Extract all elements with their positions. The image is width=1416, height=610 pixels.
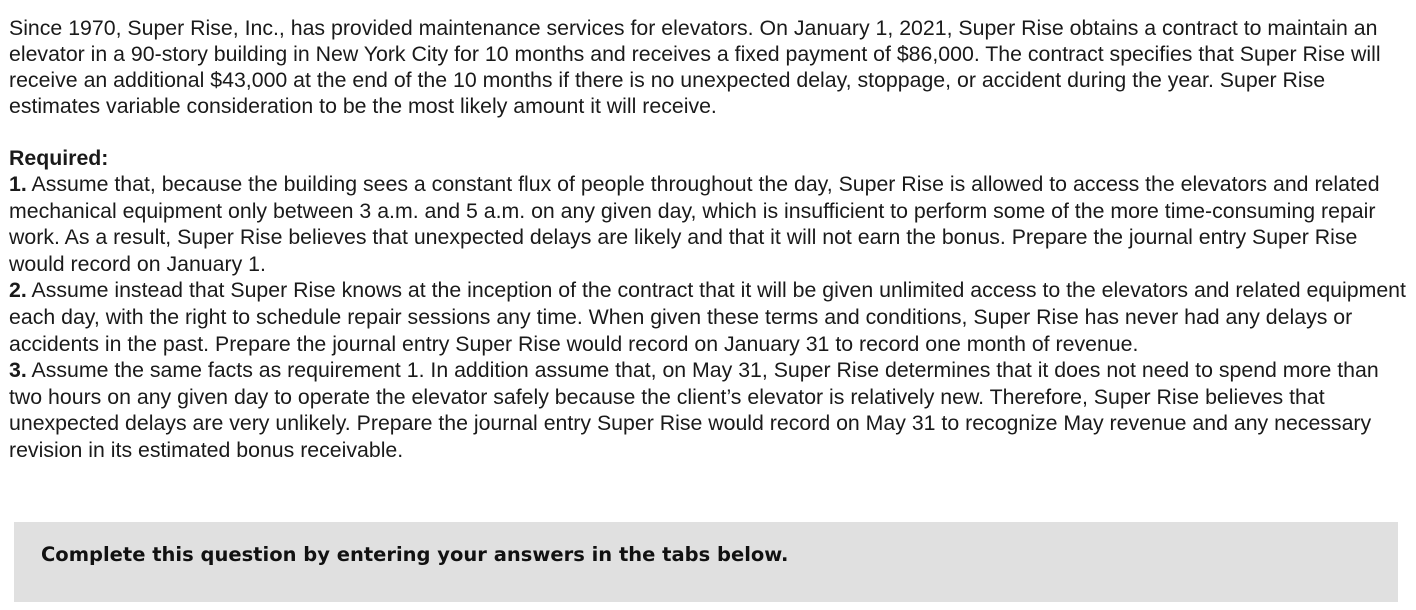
requirement-3-text: Assume the same facts as requirement 1. In addition assume that, on May 31, Super Rise determines that it does not need to spend more than two hours on any given day to operate the elevator safely because the client’s elevator is relatively new. Therefore, Super Rise believes that unexpected delays are very unlikely. Prepare the journal entry Super Rise would record on May 31 to recognize May revenue and any necessary revision in its estimated bonus receivable. bbox=[9, 358, 1379, 462]
requirement-2-text: Assume instead that Super Rise knows at the inception of the contract that it will be given unlimited access to the elevators and related equipment each day, with the right to schedule repair sessions any time. When given these terms and conditions, Super Rise has never had any delays or accidents in the past. Prepare the journal entry Super Rise would record on January 31 to record one month of revenue. bbox=[9, 278, 1406, 356]
requirement-2-number: 2. bbox=[9, 278, 27, 303]
requirement-1 bbox=[9, 171, 1411, 277]
requirement-1-number: 1. bbox=[9, 172, 27, 196]
requirement-2 bbox=[9, 277, 1411, 357]
problem-statement bbox=[9, 15, 1411, 464]
requirement-3 bbox=[9, 357, 1411, 463]
requirement-1-text: Assume that, because the building sees a constant flux of people throughout the day, Super Rise is allowed to access the elevators and related mechanical equipment only between 3 a.m. and 5 a.m. on any given day, which is insufficient to perform some of the more time-consuming repair work. As a result, Super Rise believes that unexpected delays are likely and that it will not earn the bonus. Prepare the journal entry Super Rise would record on January 1. bbox=[9, 172, 1380, 276]
required-heading: Required: bbox=[9, 146, 109, 170]
instruction-text: Complete this question by entering your answers in the tabs below. bbox=[41, 543, 789, 566]
instruction-banner bbox=[14, 522, 1398, 602]
requirement-3-number: 3. bbox=[9, 358, 27, 383]
problem-intro: Since 1970, Super Rise, Inc., has provided maintenance services for elevators. On January 1, 2021, Super Rise obtains a contract to maintain an elevator in a 90-story building in New York City for 10 months and receives a fixed payment of $86,000. The contract specifies that Super Rise will receive an additional $43,000 at the end of the 10 months if there is no unexpected delay, stoppage, or accident during the year. Super Rise estimates variable consideration to be the most likely amount it will receive. bbox=[9, 16, 1381, 118]
